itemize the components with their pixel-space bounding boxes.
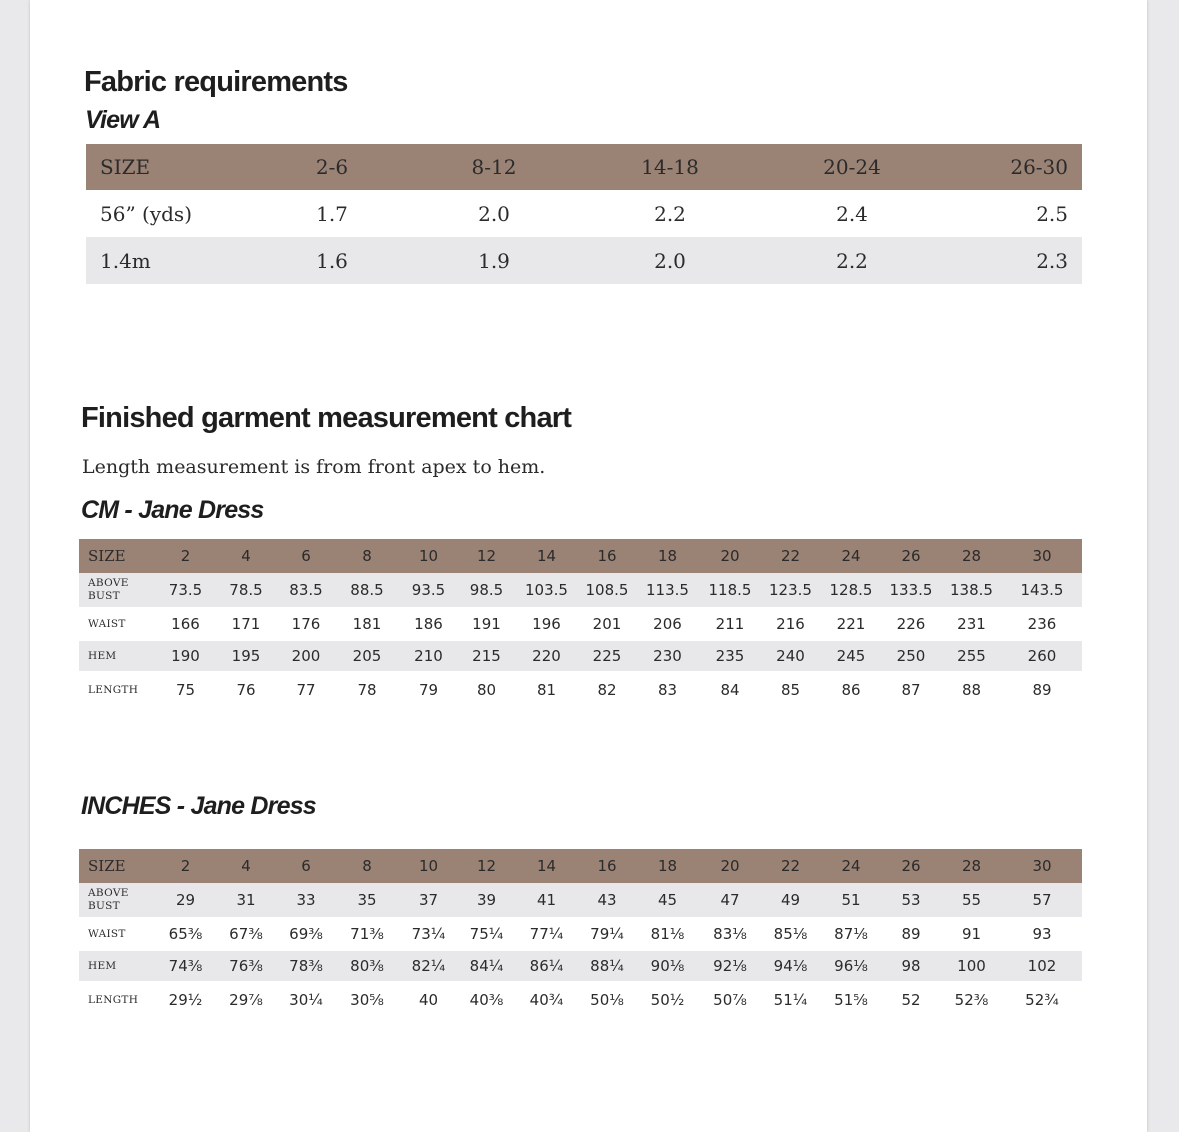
table-cell: 87 [901, 681, 921, 699]
finished-measurement-title: Finished garment measurement chart [81, 402, 572, 434]
header-cell: SIZE [100, 155, 151, 179]
table-cell: 39 [476, 891, 497, 909]
table-cell: 2.2 [836, 248, 868, 273]
table-cell: 230 [653, 647, 682, 665]
table-cell: 78 [357, 681, 377, 699]
size-cell: 4 [241, 857, 251, 875]
size-cell: 10 [418, 547, 439, 565]
table-cell: 181 [352, 615, 382, 633]
size-cell: 30 [1032, 857, 1052, 875]
table-cell: 108.5 [585, 581, 629, 599]
header-cell: 14-18 [641, 155, 699, 179]
table-cell: 92⅛ [713, 957, 747, 975]
table-cell: 93.5 [411, 581, 446, 599]
size-cell: 22 [780, 547, 801, 565]
table-cell: 240 [776, 647, 805, 665]
table-cell: 76⅜ [229, 957, 263, 975]
size-cell: 12 [476, 857, 497, 875]
table-cell: 231 [957, 615, 986, 633]
document-page [30, 0, 1147, 1132]
table-cell: 2.0 [478, 201, 510, 226]
cm-measurement-table [79, 539, 1082, 709]
table-cell: 82 [597, 681, 617, 699]
row-label-text: WAIST [88, 927, 126, 940]
inches-table-title: INCHES - Jane Dress [81, 792, 316, 820]
waist-row [79, 917, 1082, 951]
table-cell: 45 [657, 891, 678, 909]
size-cell: 26 [901, 857, 921, 875]
table-cell: 83⅛ [713, 925, 747, 943]
above-bust-row [79, 883, 1082, 917]
size-cell: 10 [418, 857, 439, 875]
table-cell: 210 [414, 647, 443, 665]
table-cell: 216 [776, 615, 805, 633]
table-cell: 1.6 [316, 248, 348, 273]
size-cell: 28 [961, 857, 982, 875]
row-label [79, 607, 155, 641]
table-cell: 75¼ [469, 925, 504, 943]
size-cell: 8 [362, 547, 372, 565]
table-cell: 123.5 [769, 581, 812, 599]
table-cell: 1.7 [316, 201, 348, 226]
table-cell: 245 [836, 647, 866, 665]
table-cell: 79 [418, 681, 439, 699]
size-cell: 28 [961, 547, 982, 565]
table-cell: 221 [836, 615, 866, 633]
table-cell: 47 [720, 891, 740, 909]
size-cell: 20 [720, 547, 740, 565]
table-cell: 94⅛ [773, 957, 808, 975]
table-cell: 79¼ [590, 925, 624, 943]
row-label [79, 671, 155, 709]
table-cell: 75 [175, 681, 196, 699]
table-cell: 191 [472, 615, 501, 633]
table-cell: 128.5 [829, 581, 873, 599]
row-label [79, 883, 155, 917]
table-cell: 250 [896, 647, 926, 665]
table-cell: 2.5 [1036, 201, 1068, 226]
table-cell: 41 [536, 891, 557, 909]
table-cell: 133.5 [889, 581, 933, 599]
row-label [79, 641, 155, 671]
table-cell: 29½ [168, 991, 203, 1009]
fabric-requirements-title: Fabric requirements [84, 66, 348, 98]
row-label: 56” (yds) [100, 201, 193, 226]
length-row [79, 671, 1082, 709]
table-cell: 171 [231, 615, 261, 633]
table-cell: 51⅝ [834, 991, 868, 1009]
table-cell: 235 [715, 647, 745, 665]
table-cell: 30¼ [289, 991, 323, 1009]
table-cell: 80 [476, 681, 497, 699]
size-cell: 20 [720, 857, 740, 875]
table-cell: 74⅜ [168, 957, 203, 975]
table-cell: 2.4 [836, 201, 868, 226]
row-label-text: LENGTH [88, 993, 139, 1006]
view-a-subtitle: View A [85, 106, 161, 134]
table-cell: 65⅜ [168, 925, 203, 943]
table-cell: 206 [653, 615, 682, 633]
table-cell: 73¼ [411, 925, 446, 943]
size-cell: 30 [1032, 547, 1052, 565]
fabric-header-row [86, 144, 1082, 190]
table-cell: 77¼ [529, 925, 564, 943]
row-label-text: BUST [88, 590, 120, 602]
size-cell: 2 [180, 547, 191, 565]
table-cell: 90⅛ [650, 957, 685, 975]
table-cell: 190 [171, 647, 200, 665]
header-cell: 2-6 [315, 155, 349, 179]
above-bust-row [79, 573, 1082, 607]
table-cell: 33 [296, 891, 316, 909]
size-cell: 16 [597, 547, 617, 565]
table-cell: 89 [1032, 681, 1052, 699]
table-cell: 2.2 [654, 201, 686, 226]
table-cell: 98 [901, 957, 921, 975]
row-label-text: HEM [88, 649, 117, 662]
table-cell: 85⅛ [773, 925, 808, 943]
table-cell: 201 [592, 615, 622, 633]
table-cell: 52¾ [1025, 991, 1059, 1009]
table-cell: 100 [957, 957, 986, 975]
table-cell: 82¼ [411, 957, 446, 975]
row-label [79, 981, 155, 1019]
table-cell: 93 [1032, 925, 1052, 943]
row-label-text: BUST [88, 900, 120, 912]
size-cell: 18 [657, 857, 678, 875]
table-cell: 88.5 [350, 581, 384, 599]
table-cell: 226 [896, 615, 926, 633]
table-cell: 52⅜ [954, 991, 989, 1009]
length-note: Length measurement is from front apex to hem. [82, 456, 546, 478]
table-cell: 87⅛ [834, 925, 868, 943]
table-cell: 31 [236, 891, 256, 909]
table-cell: 30⅝ [350, 991, 384, 1009]
size-cell: 2 [180, 857, 191, 875]
size-cell: 24 [841, 857, 861, 875]
table-cell: 69⅜ [289, 925, 323, 943]
row-label-text: WAIST [88, 617, 126, 630]
row-label-text: LENGTH [88, 683, 139, 696]
table-cell: 2.3 [1036, 248, 1068, 273]
table-cell: 83.5 [289, 581, 323, 599]
table-cell: 88¼ [590, 957, 624, 975]
waist-row [79, 607, 1082, 641]
table-cell: 215 [472, 647, 501, 665]
table-cell: 205 [352, 647, 382, 665]
table-cell: 96⅛ [834, 957, 868, 975]
row-label: 1.4m [100, 248, 151, 273]
size-cell: 26 [901, 547, 921, 565]
table-cell: 236 [1027, 615, 1057, 633]
row-label-text: HEM [88, 959, 117, 972]
size-cell: 4 [241, 547, 251, 565]
row-label-text: ABOVE [88, 577, 129, 589]
table-cell: 80⅜ [350, 957, 384, 975]
table-cell: 2.0 [654, 248, 686, 273]
table-cell: 143.5 [1020, 581, 1064, 599]
table-cell: 176 [291, 615, 321, 633]
table-cell: 81 [536, 681, 557, 699]
fabric-requirements-table [86, 144, 1082, 284]
table-cell: 40 [418, 991, 439, 1009]
table-cell: 260 [1027, 647, 1057, 665]
size-cell: 22 [780, 857, 801, 875]
row-label-text: ABOVE [88, 887, 129, 899]
size-cell: 24 [841, 547, 861, 565]
table-cell: 113.5 [646, 581, 689, 599]
size-cell: 14 [536, 857, 557, 875]
row-label [79, 849, 155, 883]
table-cell: 50⅞ [713, 991, 747, 1009]
table-cell: 49 [780, 891, 801, 909]
table-cell: 52 [901, 991, 921, 1009]
table-cell: 86¼ [529, 957, 564, 975]
header-cell: 26-30 [1010, 155, 1068, 179]
table-cell: 102 [1027, 957, 1057, 975]
length-row [79, 981, 1082, 1019]
table-cell: 77 [296, 681, 316, 699]
table-cell: 91 [961, 925, 982, 943]
table-cell: 138.5 [950, 581, 993, 599]
table-cell: 255 [957, 647, 986, 665]
table-cell: 103.5 [525, 581, 568, 599]
row-label-text: SIZE [88, 546, 126, 565]
table-cell: 50½ [650, 991, 685, 1009]
table-cell: 220 [532, 647, 561, 665]
table-cell: 84¼ [469, 957, 504, 975]
table-cell: 50⅛ [590, 991, 624, 1009]
table-cell: 67⅜ [229, 925, 263, 943]
size-cell: 14 [536, 547, 557, 565]
table-cell: 84 [720, 681, 740, 699]
table-cell: 76 [236, 681, 256, 699]
size-cell: 18 [657, 547, 678, 565]
table-cell: 118.5 [708, 581, 752, 599]
size-header-row [79, 539, 1082, 573]
table-cell: 225 [592, 647, 622, 665]
hem-row [79, 951, 1082, 981]
table-cell: 88 [961, 681, 982, 699]
table-cell: 83 [657, 681, 678, 699]
size-cell: 8 [362, 857, 372, 875]
table-cell: 98.5 [469, 581, 504, 599]
table-cell: 29⅞ [229, 991, 263, 1009]
row-label [79, 539, 155, 573]
table-cell: 1.9 [478, 248, 510, 273]
hem-row [79, 641, 1082, 671]
size-header-row [79, 849, 1082, 883]
header-cell: 8-12 [471, 155, 517, 179]
row-label [79, 573, 155, 607]
row-label [79, 917, 155, 951]
table-row [86, 237, 1082, 284]
table-cell: 195 [231, 647, 261, 665]
table-cell: 53 [901, 891, 921, 909]
table-cell: 78.5 [229, 581, 263, 599]
table-cell: 40¾ [529, 991, 564, 1009]
table-cell: 55 [961, 891, 982, 909]
row-label [79, 951, 155, 981]
table-cell: 200 [291, 647, 321, 665]
cm-table-title: CM - Jane Dress [81, 496, 264, 524]
table-cell: 89 [901, 925, 921, 943]
table-cell: 211 [715, 615, 745, 633]
table-row [86, 190, 1082, 237]
table-cell: 51¼ [773, 991, 808, 1009]
table-cell: 85 [780, 681, 801, 699]
size-cell: 12 [476, 547, 497, 565]
table-cell: 40⅜ [469, 991, 504, 1009]
size-cell: 6 [301, 857, 311, 875]
table-cell: 43 [597, 891, 617, 909]
row-label-text: SIZE [88, 856, 126, 875]
table-cell: 35 [357, 891, 377, 909]
table-cell: 51 [841, 891, 861, 909]
table-cell: 78⅜ [289, 957, 323, 975]
table-cell: 186 [414, 615, 443, 633]
table-cell: 196 [532, 615, 561, 633]
table-cell: 29 [175, 891, 196, 909]
table-cell: 57 [1032, 891, 1052, 909]
table-cell: 81⅛ [650, 925, 685, 943]
header-cell: 20-24 [823, 155, 881, 179]
table-cell: 71⅜ [350, 925, 384, 943]
table-cell: 73.5 [168, 581, 203, 599]
size-cell: 6 [301, 547, 311, 565]
size-cell: 16 [597, 857, 617, 875]
table-cell: 166 [171, 615, 200, 633]
inches-measurement-table [79, 849, 1082, 1019]
table-cell: 37 [418, 891, 439, 909]
table-cell: 86 [841, 681, 861, 699]
